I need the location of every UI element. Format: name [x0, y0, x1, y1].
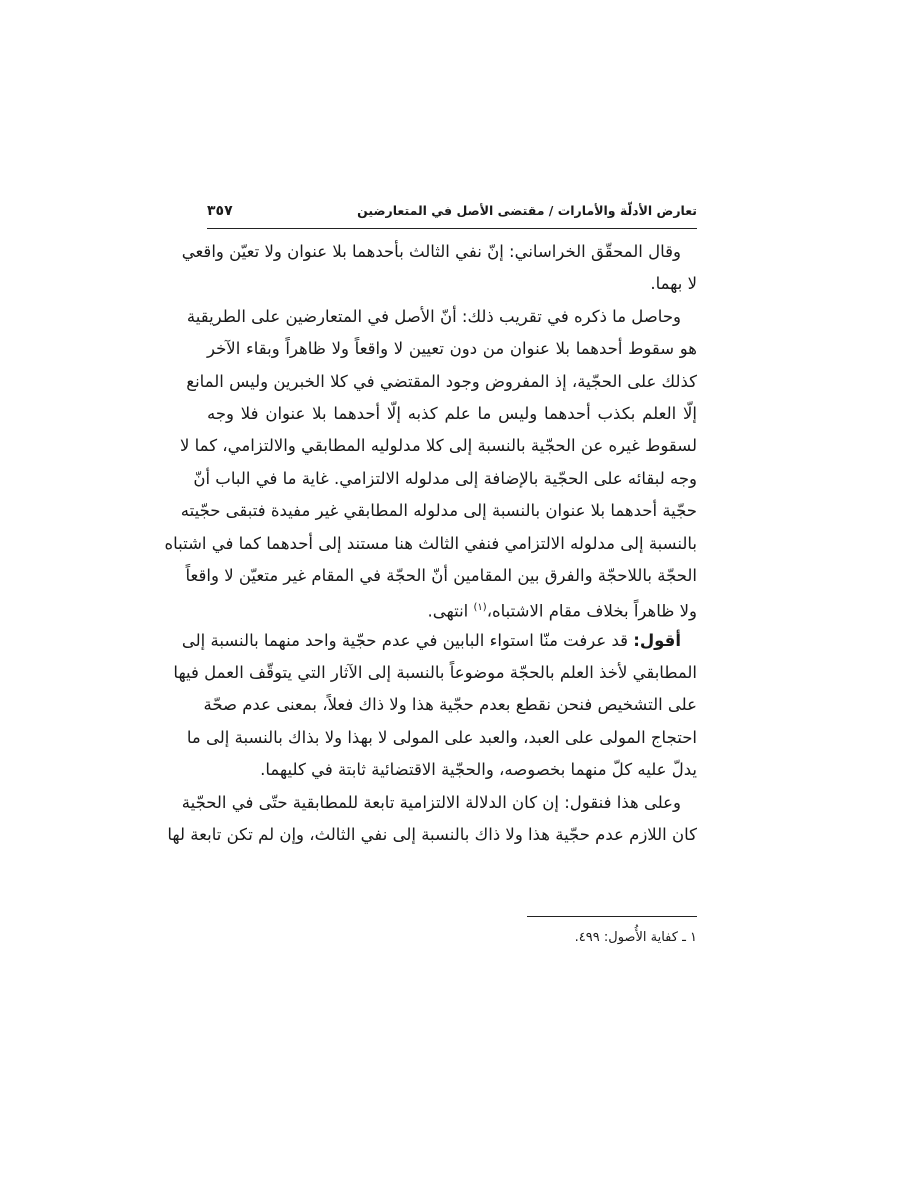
text-line: وحاصل ما ذكره في تقريب ذلك: أنّ الأصل في المتعارضين على الطريقية — [186, 306, 681, 326]
text-line: حجّية أحدهما بلا عنوان بالنسبة إلى مدلوله المطابقي غير مفيدة فتبقى حجّيته — [180, 501, 697, 521]
line-text: ولا ظاهراً بخلاف مقام الاشتباه، — [486, 601, 697, 621]
running-header — [207, 203, 697, 225]
footnote-rule — [527, 916, 697, 917]
line-text-end: انتهى. — [427, 601, 474, 621]
text-line — [207, 592, 697, 624]
text-line — [181, 625, 697, 657]
text-line: لا بهما. — [650, 274, 697, 294]
body-text — [164, 236, 697, 851]
text-line: بالنسبة إلى مدلوله الالتزامي فنفي الثالث هنا مستند إلى أحدهما كما في اشتباه — [164, 533, 697, 553]
text-line: المطابقي لأخذ العلم بالحجّة موضوعاً بالنسبة إلى الآثار التي يتوقّف العمل فيها — [173, 663, 697, 683]
footnote-reference[interactable]: (١) — [473, 602, 487, 614]
text-line: كذلك على الحجّية، إذ المفروض وجود المقتضي في كلا الخبرين وليس المانع — [186, 371, 697, 391]
text-line: إلّا العلم بكذب أحدهما وليس ما علم كذبه إلّا أحدهما بلا عنوان فلا وجه — [207, 403, 697, 423]
footnote: ١ ـ كفاية الأُصول: ٤٩٩. — [574, 930, 697, 945]
text-line: وجه لبقائه على الحجّية بالإضافة إلى مدلوله الالتزامي. غاية ما في الباب أنّ — [193, 468, 697, 488]
text-line: الحجّة باللاحجّة والفرق بين المقامين أنّ الحجّة في المقام غير متعيّن لا واقعاً — [185, 565, 697, 585]
running-title: تعارض الأدلّة والأمارات / مقتضى الأصل في المتعارضين — [357, 203, 697, 218]
header-rule — [207, 228, 697, 229]
text-line: وعلى هذا فنقول: إن كان الدلالة الالتزامية تابعة للمطابقية حتّى في الحجّية — [181, 792, 681, 812]
page-number: ٣٥٧ — [207, 203, 233, 219]
text-line: كان اللازم عدم حجّية هذا ولا ذاك بالنسبة إلى نفي الثالث، وإن لم تكن تابعة لها — [167, 825, 697, 845]
line-text: قد عرفت منّا استواء البابين في عدم حجّية واحد منهما بالنسبة إلى — [181, 630, 629, 650]
aqul-label: أقول: — [633, 630, 681, 650]
text-line: على التشخيص فنحن نقطع بعدم حجّية هذا ولا ذاك فعلاً، بمعنى عدم صحّة — [203, 695, 697, 715]
text-line: وقال المحقّق الخراساني: إنّ نفي الثالث بأحدهما بلا عنوان ولا تعيّن واقعي — [181, 242, 681, 261]
text-line: احتجاج المولى على العبد، والعبد على المولى لا بهذا ولا بذاك بالنسبة إلى ما — [186, 727, 697, 747]
text-line: يدلّ عليه كلّ منهما بخصوصه، والحجّية الاقتضائية ثابتة في كليهما. — [260, 760, 697, 780]
text-line: هو سقوط أحدهما بلا عنوان من دون تعيين لا واقعاً ولا ظاهراً وبقاء الآخر — [207, 339, 697, 359]
text-line: لسقوط غيره عن الحجّية بالنسبة إلى كلا مدلوليه المطابقي والالتزامي، كما لا — [179, 436, 697, 456]
